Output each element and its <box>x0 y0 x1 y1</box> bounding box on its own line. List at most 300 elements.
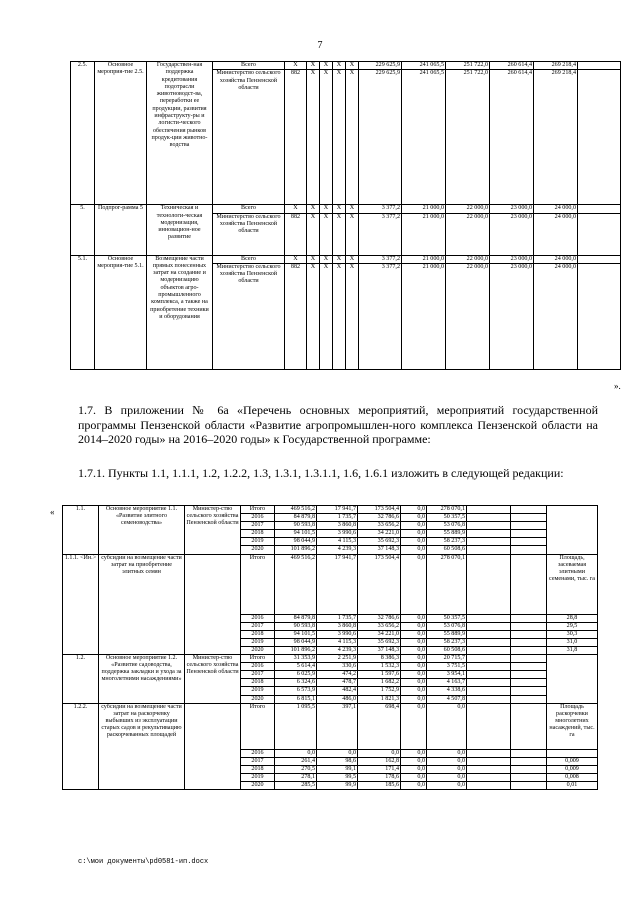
value-cell: 1 735,7 <box>317 514 358 522</box>
empty-cell <box>511 765 547 773</box>
indicator-value: 30,3 <box>547 630 598 638</box>
executor-cell <box>185 554 241 654</box>
value-cell: 50 357,5 <box>427 514 467 522</box>
value-cell: 0,0 <box>275 749 317 757</box>
empty-cell <box>467 630 511 638</box>
indicator-value: 31,8 <box>547 646 598 654</box>
row-name: Техническая и технологи-ческая модернизация, инновацион-ное развитие <box>147 205 213 255</box>
value-cell: 37 148,3 <box>358 646 401 654</box>
empty-cell <box>467 757 511 765</box>
table-row <box>63 506 598 514</box>
empty-cell <box>511 514 547 522</box>
empty-cell <box>511 638 547 646</box>
x-cell: Х <box>346 70 359 205</box>
empty-cell <box>467 655 511 663</box>
value-cell: 1 597,6 <box>358 671 401 679</box>
empty-cell <box>578 213 621 255</box>
value-cell: 23 000,0 <box>490 213 534 255</box>
value-cell: 101 896,2 <box>275 546 317 554</box>
year-cell: 2017 <box>241 522 275 530</box>
value-cell: 185,6 <box>358 781 401 789</box>
value-cell: 22 000,0 <box>446 205 490 213</box>
empty-cell <box>511 546 547 554</box>
x-cell: Х <box>320 70 333 205</box>
empty-cell <box>511 630 547 638</box>
value-cell: 21 000,0 <box>402 205 446 213</box>
value-cell: 0,0 <box>401 514 427 522</box>
row-name: субсидии на возмещение части затрат на раскорчевку выбывших из эксплуатации старых садов и рекультивацию раскорчеванных площадей <box>99 703 185 789</box>
value-cell: 0,0 <box>427 749 467 757</box>
x-cell: Х <box>307 263 320 369</box>
value-cell: 0,0 <box>401 749 427 757</box>
year-cell: Итого <box>241 655 275 663</box>
table-row <box>71 255 621 263</box>
value-cell: 173 504,4 <box>358 506 401 514</box>
x-cell: Х <box>285 62 307 70</box>
file-path-footer: c:\мои документы\pd0581-ип.docx <box>78 858 209 866</box>
value-cell: 0,0 <box>427 703 467 749</box>
empty-cell <box>467 781 511 789</box>
x-cell: Х <box>320 263 333 369</box>
empty-cell <box>467 687 511 695</box>
value-cell: 0,0 <box>401 655 427 663</box>
value-cell: 251 722,0 <box>446 70 490 205</box>
value-cell: 3 954,1 <box>427 671 467 679</box>
value-cell: 24 000,0 <box>534 213 578 255</box>
value-cell: 5 614,4 <box>275 663 317 671</box>
indicator-value: 31,0 <box>547 638 598 646</box>
indicator-cell <box>547 655 598 704</box>
empty-cell <box>467 695 511 703</box>
year-cell: 2020 <box>241 695 275 703</box>
value-cell: 0,0 <box>401 781 427 789</box>
value-cell: 269 218,4 <box>534 70 578 205</box>
row-name: субсидии на возмещение части затрат на приобретение элитных семян <box>99 554 185 654</box>
empty-cell <box>511 522 547 530</box>
table-program-measures <box>70 61 621 370</box>
year-cell: Итого <box>241 554 275 614</box>
year-cell: 2019 <box>241 687 275 695</box>
row-type: Основное мероприя-тие 2.5. <box>95 62 147 205</box>
value-cell: 397,1 <box>317 703 358 749</box>
table-row <box>63 703 598 749</box>
year-cell: 2019 <box>241 538 275 546</box>
value-cell: 34 221,0 <box>358 630 401 638</box>
value-cell: 3 860,8 <box>317 522 358 530</box>
value-cell: 0,0 <box>401 538 427 546</box>
value-cell: 55 889,9 <box>427 530 467 538</box>
value-cell: 3 377,2 <box>359 255 402 263</box>
empty-cell <box>578 205 621 213</box>
value-cell: 0,0 <box>401 522 427 530</box>
value-cell: 0,0 <box>401 757 427 765</box>
row-number: 1.1. <box>63 506 99 555</box>
value-cell: 178,6 <box>358 773 401 781</box>
empty-cell <box>511 687 547 695</box>
value-cell: 3 990,6 <box>317 530 358 538</box>
x-cell: Х <box>346 213 359 255</box>
value-cell: 229 625,9 <box>359 62 402 70</box>
value-cell: 241 065,5 <box>402 70 446 205</box>
value-cell: 1 821,3 <box>358 695 401 703</box>
value-cell: 32 786,6 <box>358 614 401 622</box>
value-cell: 0,0 <box>401 622 427 630</box>
value-cell: 3 377,2 <box>359 213 402 255</box>
year-cell: 2016 <box>241 663 275 671</box>
year-cell: 2017 <box>241 757 275 765</box>
executor-cell <box>185 703 241 789</box>
value-cell: 330,6 <box>317 663 358 671</box>
year-cell: 2017 <box>241 622 275 630</box>
empty-cell <box>511 671 547 679</box>
x-cell: Х <box>320 213 333 255</box>
x-cell: Х <box>333 213 346 255</box>
value-cell: 98,6 <box>317 757 358 765</box>
value-cell: 21 000,0 <box>402 255 446 263</box>
value-cell: 0,0 <box>401 679 427 687</box>
value-cell: 269 218,4 <box>534 62 578 70</box>
value-cell: 53 076,8 <box>427 622 467 630</box>
empty-cell <box>511 646 547 654</box>
value-cell: 3 377,2 <box>359 205 402 213</box>
value-cell: 0,0 <box>401 695 427 703</box>
empty-cell <box>511 663 547 671</box>
empty-cell <box>467 765 511 773</box>
value-cell: 23 000,0 <box>490 255 534 263</box>
value-cell: 98 044,9 <box>275 638 317 646</box>
value-cell: 3 751,5 <box>427 663 467 671</box>
row-name: Возмещение части прямых понесенных затрат на создание и модернизацию объектов агро-промышленного комплекса, а также на приобретение техники и оборудования <box>147 255 213 369</box>
total-label: Всего <box>213 255 285 263</box>
value-cell: 99,5 <box>317 773 358 781</box>
value-cell: 0,0 <box>401 530 427 538</box>
empty-cell <box>467 646 511 654</box>
year-cell: 2019 <box>241 638 275 646</box>
value-cell: 1 752,9 <box>358 687 401 695</box>
value-cell: 23 000,0 <box>490 263 534 369</box>
x-cell: Х <box>333 255 346 263</box>
value-cell: 20 715,7 <box>427 655 467 663</box>
value-cell: 486,0 <box>317 695 358 703</box>
value-cell: 6 815,1 <box>275 695 317 703</box>
value-cell: 17 941,7 <box>317 506 358 514</box>
value-cell: 22 000,0 <box>446 255 490 263</box>
empty-cell <box>511 655 547 663</box>
value-cell: 1 532,3 <box>358 663 401 671</box>
value-cell: 24 000,0 <box>534 255 578 263</box>
value-cell: 4 338,6 <box>427 687 467 695</box>
value-cell: 8 386,3 <box>358 655 401 663</box>
row-name: Основное мероприятие 1.2. «Развитие садоводства, поддержка закладки и ухода за многолетними насаждениями» <box>99 655 185 704</box>
value-cell: 162,8 <box>358 757 401 765</box>
value-cell: 260 614,4 <box>490 70 534 205</box>
year-cell: 2016 <box>241 749 275 757</box>
value-cell: 37 148,3 <box>358 546 401 554</box>
closing-quote-mark: ». <box>614 381 621 391</box>
ministry-label: Министерство сельского хозяйства Пензенской области <box>213 70 285 205</box>
row-number: 5.1. <box>71 255 95 369</box>
value-cell: 53 076,8 <box>427 522 467 530</box>
year-cell: 2018 <box>241 765 275 773</box>
empty-cell <box>467 546 511 554</box>
value-cell: 60 508,6 <box>427 646 467 654</box>
table-row <box>63 655 598 663</box>
empty-cell <box>467 622 511 630</box>
value-cell: 21 000,0 <box>402 213 446 255</box>
value-cell: 6 573,9 <box>275 687 317 695</box>
code-cell: 882 <box>285 70 307 205</box>
value-cell: 98 044,9 <box>275 538 317 546</box>
value-cell: 261,4 <box>275 757 317 765</box>
value-cell: 4 507,8 <box>427 695 467 703</box>
value-cell: 0,0 <box>427 781 467 789</box>
value-cell: 3 990,6 <box>317 630 358 638</box>
ministry-label: Министерство сельского хозяйства Пензенской области <box>213 213 285 255</box>
empty-cell <box>467 663 511 671</box>
value-cell: 22 000,0 <box>446 213 490 255</box>
row-number: 5. <box>71 205 95 255</box>
empty-cell <box>578 70 621 205</box>
value-cell: 90 593,8 <box>275 522 317 530</box>
value-cell: 34 221,0 <box>358 530 401 538</box>
row-name: Основное мероприятие 1.1. «Развитие элитного семеноводства» <box>99 506 185 555</box>
value-cell: 84 879,8 <box>275 514 317 522</box>
paragraph-1-7-1: 1.7.1. Пункты 1.1, 1.1.1, 1.2, 1.2.2, 1.3, 1.3.1, 1.3.1.1, 1.6, 1.6.1 изложить в следующей редакции: <box>78 466 564 480</box>
indicator-cell <box>547 506 598 555</box>
x-cell: Х <box>346 62 359 70</box>
value-cell: 478,7 <box>317 679 358 687</box>
value-cell: 94 101,5 <box>275 530 317 538</box>
empty-cell <box>511 530 547 538</box>
value-cell: 0,0 <box>401 638 427 646</box>
value-cell: 0,0 <box>401 630 427 638</box>
value-cell: 0,0 <box>401 671 427 679</box>
executor-cell: Министер-ство сельского хозяйства Пензенской области <box>185 655 241 704</box>
value-cell: 32 786,6 <box>358 514 401 522</box>
empty-cell <box>467 773 511 781</box>
value-cell: 3 860,8 <box>317 622 358 630</box>
value-cell: 0,0 <box>401 663 427 671</box>
empty-cell <box>511 679 547 687</box>
empty-cell <box>578 62 621 70</box>
value-cell: 0,0 <box>401 554 427 614</box>
empty-cell <box>467 703 511 749</box>
value-cell: 278 070,1 <box>427 506 467 514</box>
empty-cell <box>511 506 547 514</box>
value-cell: 0,0 <box>401 614 427 622</box>
value-cell: 3 377,2 <box>359 263 402 369</box>
year-cell: 2018 <box>241 530 275 538</box>
value-cell: 94 101,5 <box>275 630 317 638</box>
x-cell: Х <box>307 205 320 213</box>
empty-cell <box>511 614 547 622</box>
empty-cell <box>511 781 547 789</box>
x-cell: Х <box>320 205 333 213</box>
empty-cell <box>511 622 547 630</box>
x-cell: Х <box>307 62 320 70</box>
value-cell: 4 239,3 <box>317 546 358 554</box>
table-row <box>71 205 621 213</box>
empty-cell <box>511 749 547 757</box>
empty-cell <box>467 530 511 538</box>
value-cell: 1 682,2 <box>358 679 401 687</box>
value-cell: 99,1 <box>317 765 358 773</box>
year-cell: 2016 <box>241 614 275 622</box>
value-cell: 482,4 <box>317 687 358 695</box>
value-cell: 4 115,3 <box>317 538 358 546</box>
value-cell: 1 735,7 <box>317 614 358 622</box>
value-cell: 22 000,0 <box>446 263 490 369</box>
value-cell: 55 889,9 <box>427 630 467 638</box>
table-body <box>63 506 598 790</box>
row-number: 2.5. <box>71 62 95 205</box>
value-cell: 278,1 <box>275 773 317 781</box>
year-cell: 2017 <box>241 671 275 679</box>
value-cell: 4 115,3 <box>317 638 358 646</box>
x-cell: Х <box>333 263 346 369</box>
value-cell: 99,9 <box>317 781 358 789</box>
x-cell: Х <box>307 70 320 205</box>
value-cell: 0,0 <box>401 765 427 773</box>
value-cell: 474,2 <box>317 671 358 679</box>
value-cell: 0,0 <box>317 749 358 757</box>
year-cell: Итого <box>241 703 275 749</box>
value-cell: 21 000,0 <box>402 263 446 369</box>
value-cell: 698,4 <box>358 703 401 749</box>
indicator-value: 28,8 <box>547 614 598 622</box>
value-cell: 0,0 <box>427 773 467 781</box>
empty-cell <box>467 554 511 614</box>
empty-cell <box>467 679 511 687</box>
code-cell: 882 <box>285 263 307 369</box>
value-cell: 171,4 <box>358 765 401 773</box>
empty-cell <box>467 614 511 622</box>
indicator-value: 29,5 <box>547 622 598 630</box>
value-cell: 0,0 <box>401 703 427 749</box>
value-cell: 17 941,7 <box>317 554 358 614</box>
empty-cell <box>511 703 547 749</box>
value-cell: 0,0 <box>401 646 427 654</box>
value-cell: 1 095,5 <box>275 703 317 749</box>
year-cell: 2020 <box>241 781 275 789</box>
row-number: 1.1.1. <Ин.> <box>63 554 99 654</box>
value-cell: 50 357,5 <box>427 614 467 622</box>
value-cell: 6 324,6 <box>275 679 317 687</box>
empty-cell <box>511 538 547 546</box>
value-cell: 260 614,4 <box>490 62 534 70</box>
value-cell: 2 251,9 <box>317 655 358 663</box>
year-cell: 2020 <box>241 646 275 654</box>
empty-cell <box>578 263 621 369</box>
value-cell: 0,0 <box>401 773 427 781</box>
row-number: 1.2.2. <box>63 703 99 789</box>
x-cell: Х <box>320 62 333 70</box>
value-cell: 270,5 <box>275 765 317 773</box>
code-cell: 882 <box>285 213 307 255</box>
indicator-value: 0,009 <box>547 757 598 765</box>
year-cell: 2019 <box>241 773 275 781</box>
empty-cell <box>467 638 511 646</box>
value-cell: 241 065,5 <box>402 62 446 70</box>
value-cell: 58 237,3 <box>427 538 467 546</box>
row-name: Государствен-ная поддержка кредитования подотрасли животноводст-ва, переработки ее продукции, развития инфраструкту-ры и логисти-ческого обеспечения рынков продук-ции животно-водства <box>147 62 213 205</box>
empty-cell <box>467 514 511 522</box>
value-cell: 33 656,2 <box>358 622 401 630</box>
value-cell: 35 692,3 <box>358 638 401 646</box>
value-cell: 24 000,0 <box>534 205 578 213</box>
value-cell: 24 000,0 <box>534 263 578 369</box>
value-cell: 0,0 <box>358 749 401 757</box>
indicator-value <box>547 749 598 757</box>
x-cell: Х <box>285 255 307 263</box>
value-cell: 4 163,7 <box>427 679 467 687</box>
empty-cell <box>467 506 511 514</box>
x-cell: Х <box>346 205 359 213</box>
x-cell: Х <box>333 62 346 70</box>
indicator-value: 0,009 <box>547 765 598 773</box>
paragraph-1-7: 1.7. В приложении № 6а «Перечень основных мероприятий, мероприятий государственной программы Пензенской области «Развитие агропромышлен-ного комплекса Пензенской области на 2014–2020 годы» на 2016–2020 годы» к Государственной программе: <box>78 403 598 446</box>
empty-cell <box>467 538 511 546</box>
empty-cell <box>511 554 547 614</box>
value-cell: 90 593,8 <box>275 622 317 630</box>
value-cell: 33 656,2 <box>358 522 401 530</box>
x-cell: Х <box>307 213 320 255</box>
table-measures-list <box>62 505 598 790</box>
value-cell: 0,0 <box>427 757 467 765</box>
row-number: 1.2. <box>63 655 99 704</box>
year-cell: Итого <box>241 506 275 514</box>
value-cell: 0,0 <box>427 765 467 773</box>
value-cell: 60 508,6 <box>427 546 467 554</box>
empty-cell <box>467 522 511 530</box>
value-cell: 0,0 <box>401 506 427 514</box>
value-cell: 251 722,0 <box>446 62 490 70</box>
empty-cell <box>511 757 547 765</box>
indicator-cell: Площадь, засеваемая элитными семенами, тыс. га <box>547 554 598 614</box>
x-cell: Х <box>333 205 346 213</box>
x-cell: Х <box>285 205 307 213</box>
empty-cell <box>511 695 547 703</box>
value-cell: 469 516,2 <box>275 554 317 614</box>
value-cell: 31 353,9 <box>275 655 317 663</box>
empty-cell <box>467 671 511 679</box>
row-type: Подпрог-рамма 5 <box>95 205 147 255</box>
year-cell: 2016 <box>241 514 275 522</box>
ministry-label: Министерство сельского хозяйства Пензенской области <box>213 263 285 369</box>
value-cell: 0,0 <box>401 687 427 695</box>
indicator-value: 0,008 <box>547 773 598 781</box>
opening-quote-mark: « <box>50 507 55 517</box>
total-label: Всего <box>213 62 285 70</box>
year-cell: 2018 <box>241 630 275 638</box>
value-cell: 278 070,1 <box>427 554 467 614</box>
value-cell: 6 025,9 <box>275 671 317 679</box>
empty-cell <box>511 773 547 781</box>
value-cell: 285,5 <box>275 781 317 789</box>
x-cell: Х <box>346 255 359 263</box>
value-cell: 35 692,3 <box>358 538 401 546</box>
year-cell: 2018 <box>241 679 275 687</box>
empty-cell <box>578 255 621 263</box>
value-cell: 0,0 <box>401 546 427 554</box>
value-cell: 173 504,4 <box>358 554 401 614</box>
row-type: Основное мероприя-тие 5.1. <box>95 255 147 369</box>
table-row <box>71 62 621 70</box>
x-cell: Х <box>320 255 333 263</box>
table-row <box>63 554 598 614</box>
empty-cell <box>467 749 511 757</box>
value-cell: 4 239,3 <box>317 646 358 654</box>
